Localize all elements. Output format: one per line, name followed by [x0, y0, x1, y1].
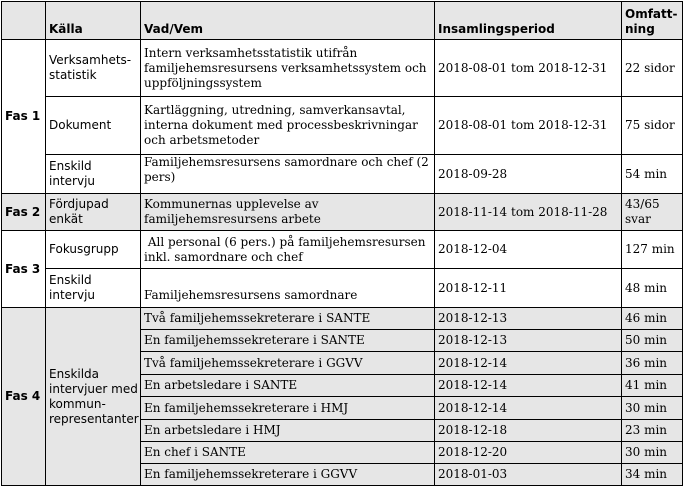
period-cell: 2018-01-03: [435, 464, 622, 486]
header-cell-what: Vad/Vem: [141, 2, 435, 40]
scope-cell: 50 min: [622, 330, 683, 352]
table-row: [2, 269, 683, 308]
what-cell: En familjehemssekreterare i SANTE: [141, 330, 435, 352]
table-row: [2, 155, 683, 194]
table-row: [2, 231, 683, 269]
header-cell-source: Källa: [46, 2, 141, 40]
phase-label: Fas 4: [2, 308, 46, 486]
source-cell: Verksamhets-statistik: [46, 40, 141, 97]
header-cell-phase: [2, 2, 46, 40]
scope-cell: 43/65 svar: [622, 194, 683, 231]
what-cell: Kommunernas upplevelse av familjehemsresursens arbete: [141, 194, 435, 231]
table-header-row: [2, 2, 683, 40]
header-scope-line2: ning: [625, 22, 655, 36]
scope-cell: 30 min: [622, 442, 683, 464]
period-cell: 2018-12-18: [435, 420, 622, 442]
data-collection-table: [1, 1, 683, 486]
period-cell: 2018-08-01 tom 2018-12-31: [435, 40, 622, 97]
source-cell: Fokusgrupp: [46, 231, 141, 269]
table-row: [2, 97, 683, 155]
period-cell: 2018-12-14: [435, 375, 622, 397]
table-row: [2, 40, 683, 97]
period-cell: 2018-09-28: [435, 155, 622, 194]
scope-cell: 34 min: [622, 464, 683, 486]
period-cell: 2018-08-01 tom 2018-12-31: [435, 97, 622, 155]
table-row: [2, 308, 683, 330]
what-cell: En familjehemssekreterare i HMJ: [141, 397, 435, 420]
what-cell: Kartläggning, utredning, samverkansavtal, interna dokument med processbeskrivningar och arbetsmetoder: [141, 97, 435, 155]
data-collection-table-wrapper: [1, 1, 683, 486]
scope-cell: 36 min: [622, 352, 683, 375]
phase-label: Fas 2: [2, 194, 46, 231]
what-cell: All personal (6 pers.) på familjehemsresursen inkl. samordnare och chef: [141, 231, 435, 269]
what-cell: Familjehemsresursens samordnare: [141, 269, 435, 308]
what-cell: Två familjehemssekreterare i GGVV: [141, 352, 435, 375]
header-scope-line1: Omfatt-: [625, 7, 678, 21]
source-cell: Enskilda intervjuer med kommun-representanter: [46, 308, 141, 486]
what-cell: Två familjehemssekreterare i SANTE: [141, 308, 435, 330]
header-cell-period: Insamlingsperiod: [435, 2, 622, 40]
scope-cell: 23 min: [622, 420, 683, 442]
scope-cell: 46 min: [622, 308, 683, 330]
period-cell: 2018-12-04: [435, 231, 622, 269]
scope-cell: 30 min: [622, 397, 683, 420]
scope-cell: 22 sidor: [622, 40, 683, 97]
period-cell: 2018-12-14: [435, 397, 622, 420]
source-cell: Dokument: [46, 97, 141, 155]
phase-label: Fas 3: [2, 231, 46, 308]
source-cell: Fördjupad enkät: [46, 194, 141, 231]
what-cell: Familjehemsresursens samordnare och chef (2 pers): [141, 155, 435, 194]
scope-cell: 48 min: [622, 269, 683, 308]
what-cell: En chef i SANTE: [141, 442, 435, 464]
period-cell: 2018-12-14: [435, 352, 622, 375]
period-cell: 2018-12-20: [435, 442, 622, 464]
scope-cell: 127 min: [622, 231, 683, 269]
period-cell: 2018-12-11: [435, 269, 622, 308]
what-cell: En arbetsledare i SANTE: [141, 375, 435, 397]
what-cell: En arbetsledare i HMJ: [141, 420, 435, 442]
period-cell: 2018-12-13: [435, 330, 622, 352]
what-cell: En familjehemssekreterare i GGVV: [141, 464, 435, 486]
scope-cell: 41 min: [622, 375, 683, 397]
table-row: [2, 194, 683, 231]
what-cell: Intern verksamhetsstatistik utifrån familjehemsresursens verksamhetssystem och uppföljningssystem: [141, 40, 435, 97]
phase-label: Fas 1: [2, 40, 46, 194]
period-cell: 2018-12-13: [435, 308, 622, 330]
scope-cell: 54 min: [622, 155, 683, 194]
source-cell: Enskild intervju: [46, 269, 141, 308]
header-cell-scope: [622, 2, 683, 40]
scope-cell: 75 sidor: [622, 97, 683, 155]
period-cell: 2018-11-14 tom 2018-11-28: [435, 194, 622, 231]
source-cell: Enskild intervju: [46, 155, 141, 194]
